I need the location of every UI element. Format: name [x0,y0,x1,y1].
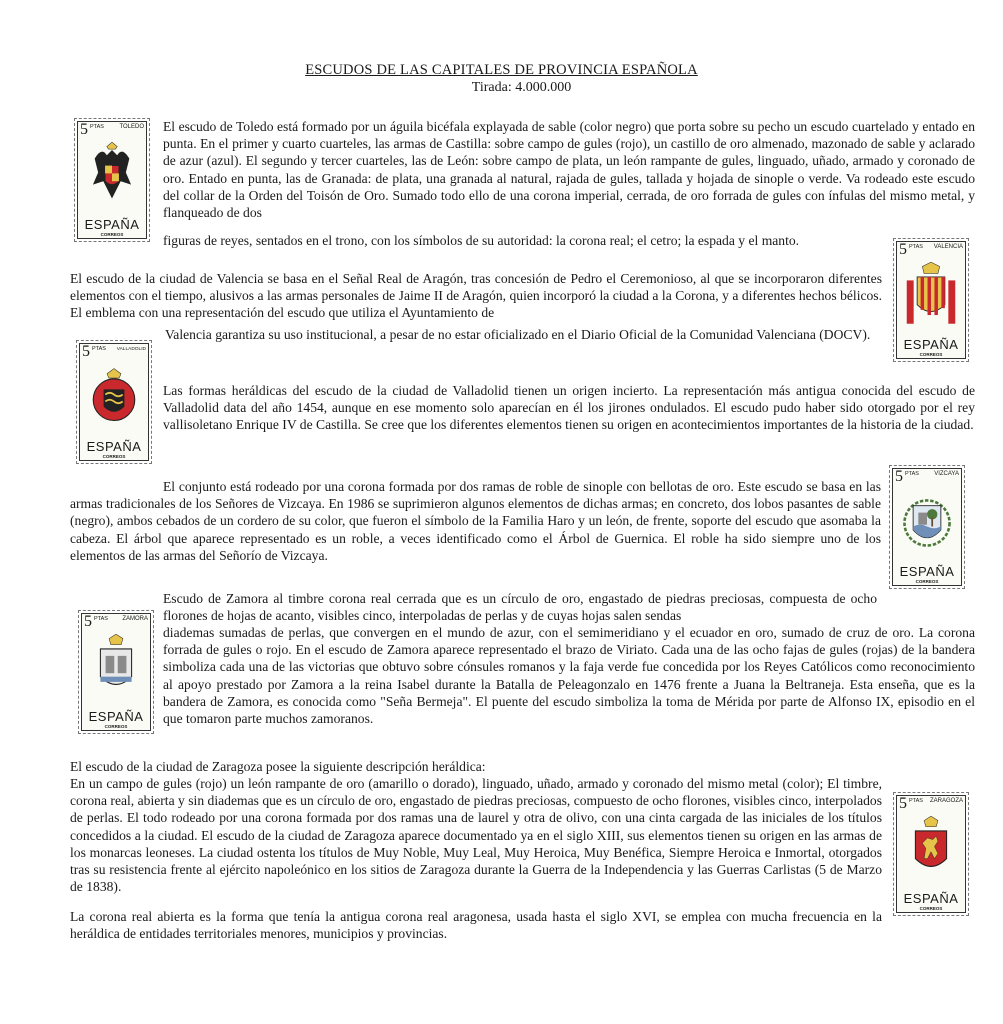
stamp-post: CORREOS [919,352,943,357]
stamp-country: ESPAÑA [903,337,959,352]
valladolid-crest-icon [88,362,140,434]
stamp-value: 5 [899,241,907,258]
stamp-unit: PTAS [90,124,104,130]
stamp-valladolid [76,340,152,464]
page-title: ESCUDOS DE LAS CAPITALES DE PROVINCIA ESPAÑOLA [305,62,698,78]
stamp-city: VALLADOLID [116,347,146,352]
stamp-zamora [78,610,154,734]
vizcaya-crest-icon [901,487,953,559]
stamp-country: ESPAÑA [84,217,140,232]
stamp-value: 5 [80,121,88,138]
stamp-unit: PTAS [94,616,108,622]
paragraph-toledo-cont: figuras de reyes, sentados en el trono, con los símbolos de su autoridad: la corona real; el cetro; la espada y el manto. [163,233,800,248]
stamp-valencia [893,238,969,362]
stamp-zaragoza [893,792,969,916]
eagle-crest-icon [86,140,138,212]
stamp-unit: PTAS [92,346,106,352]
stamp-country: ESPAÑA [903,891,959,906]
stamp-unit: PTAS [909,798,923,804]
stamp-vizcaya [889,465,965,589]
stamp-value: 5 [895,468,903,485]
stamp-unit: PTAS [905,471,919,477]
paragraph-valladolid: Las formas heráldicas del escudo de la ciudad de Valladolid tienen un origen incierto. La representación más antigua conocida del escudo de Valladolid data del año 1454, aunque en ese momento solo aparecían en él los jirones ondulados. El escudo pudo haber sido otorgado por el rey vallisoletano Enrique IV de Castilla. Se cree que los diferentes elementos tienen su origen en acontecimientos importantes de la historia de la ciudad. [163,383,975,433]
stamp-country: ESPAÑA [88,709,144,724]
stamp-post: CORREOS [915,579,939,584]
stamp-city: ZAMORA [122,616,148,622]
stamp-city: ZARAGOZA [929,798,963,804]
stamp-post: CORREOS [104,724,128,729]
zaragoza-crest-icon [905,814,957,886]
paragraph-valencia: El escudo de la ciudad de Valencia se basa en el Señal Real de Aragón, tras concesión de Pedro el Ceremonioso, al que se incorporaron diferentes elementos con el tiempo, alusivos a las armas personales de Jaime II de Aragón, quien incorporó la ciudad a la Corona, y a diferentes hechos bélicos. El emblema con una representación del escudo que utiliza el Ayuntamiento de [70,271,882,321]
stamp-value: 5 [899,795,907,812]
stamp-country: ESPAÑA [86,439,142,454]
stamp-post: CORREOS [919,906,943,911]
stamp-city: VIZCAYA [934,471,959,477]
paragraph-zamora-cont: diademas sumadas de perlas, que convergen en el mundo de azur, con el semimeridiano y el ecuador en oro, sumado de cruz de oro. La corona forrada de gules o rojo. En el escudo de Zamora aparece representado el brazo de Viriato. Cada una de las ocho fajas de gules (rojas) de la bandera simboliza cada una de las victorias que obtuvo sobre cónsules romanos y la faja verde fue concedida por los Reyes Católicos como reconocimiento al apoyo prestado por Zamora a la reina Isabel durante la Batalla de Peleagonzalo en 1476 frente a Juana la Beltraneja. Esta enseña, que es la bandera de Zamora, es conocida como "Seña Bermeja". El puente del escudo simboliza la toma de Mérida por parte de Alfonso IX, episodio en el que tomaron parte muchos zamoranos. [163,625,975,727]
paragraph-zaragoza-end: La corona real abierta es la forma que tenía la antigua corona real aragonesa, usada hasta el siglo XVI, se emplea con mucha frecuencia en la heráldica de entidades territoriales menores, municipios y provincias. [70,909,882,942]
stamp-post: CORREOS [102,454,126,459]
stamp-toledo [74,118,150,242]
stamp-value: 5 [82,343,90,360]
paragraph-zamora: Escudo de Zamora al timbre corona real cerrada que es un círculo de oro, engastado de piedras preciosas, compuesta de ocho florones de hojas de acanto, visibles cinco, interpoladas de perlas y de cuyas hojas salen sendas [163,591,877,624]
zamora-crest-icon [90,632,142,704]
page-subtitle: Tirada: 4.000.000 [471,80,572,95]
stamp-city: TOLEDO [119,124,144,130]
stamp-country: ESPAÑA [899,564,955,579]
paragraph-zaragoza: En un campo de gules (rojo) un león rampante de oro (amarillo o dorado), linguado, uñado, armado y coronado del mismo metal (color); El timbre, corona real, abierta y sin diademas que es un círculo de oro, engastado de piedras preciosas, compuesto de ocho florones, visibles cinco, interpolados de perlas. El todo rodeado por una corona formada por dos ramas una de laurel y otra de olivo, con una cinta cargada de las iniciales de los títulos concedidos a la ciudad. El escudo de la ciudad de Zaragoza aparece documentado ya en el siglo XIII, sus elementos tienen su origen en las armas de los monarcas leoneses. La ciudad ostenta los títulos de Muy Noble, Muy Leal, Muy Heroica, Muy Benéfica, Siempre Heroica e Inmortal, otorgados tras su resistencia frente al ejército napoleónico en los sitios de Zaragoza durante la Guerra de la Independencia y las Guerras Carlistas (5 de Marzo de 1838). [70,776,882,895]
paragraph-valencia-cont: Valencia garantiza su uso institucional, a pesar de no estar oficializado en el Diario Oficial de la Comunidad Valenciana (DOCV). [165,327,871,342]
stamp-city: VALENCIA [933,244,963,250]
stamp-unit: PTAS [909,244,923,250]
paragraph-vizcaya: El conjunto está rodeado por una corona formada por dos ramas de roble de sinople con bellotas de oro. Este escudo se basa en las armas tradicionales de los Señores de Vizcaya. En 1986 se suprimieron algunos elementos de dichas armas; en concreto, dos lobos pasantes de sable (negro), ambos cebados de un cordero de su color, que fueron el símbolo de la Familia Haro y un león, de frente, soporte del escudo que asomaba la cabeza. El árbol que aparece representado es un roble, a veces identificado como el Árbol de Guernica. El roble ha sido siempre uno de los elementos de las armas del Señorío de Vizcaya. [70,479,881,563]
paragraph-zaragoza-heading: El escudo de la ciudad de Zaragoza posee la siguiente descripción heráldica: [70,759,486,774]
stamp-post: CORREOS [100,232,124,237]
paragraph-toledo: El escudo de Toledo está formado por un águila bicéfala explayada de sable (color negro) que porta sobre su pecho un escudo cuartelado y entado en punta. En el primer y cuarto cuarteles, las armas de Castilla: sobre campo de gules (rojo), un castillo de oro almenado, mazonado de sable y aclarado de azur (azul). El segundo y tercer cuarteles, las de León: sobre campo de plata, un león rampante de gules, linguado, uñado, armado y coronado de oro. Entado en punta, las de Granada: de plata, una granada al natural, rajada de gules, tallada y hojada de sinople o verde. Va rodeado este escudo del collar de la Orden del Toisón de Oro. Sumado todo ello de una corona imperial, cerrada, de oro forrada de gules con ínfulas del mismo metal, y flanqueado de dos [163,119,975,221]
stamp-value: 5 [84,613,92,630]
valencia-crest-icon [905,260,957,332]
